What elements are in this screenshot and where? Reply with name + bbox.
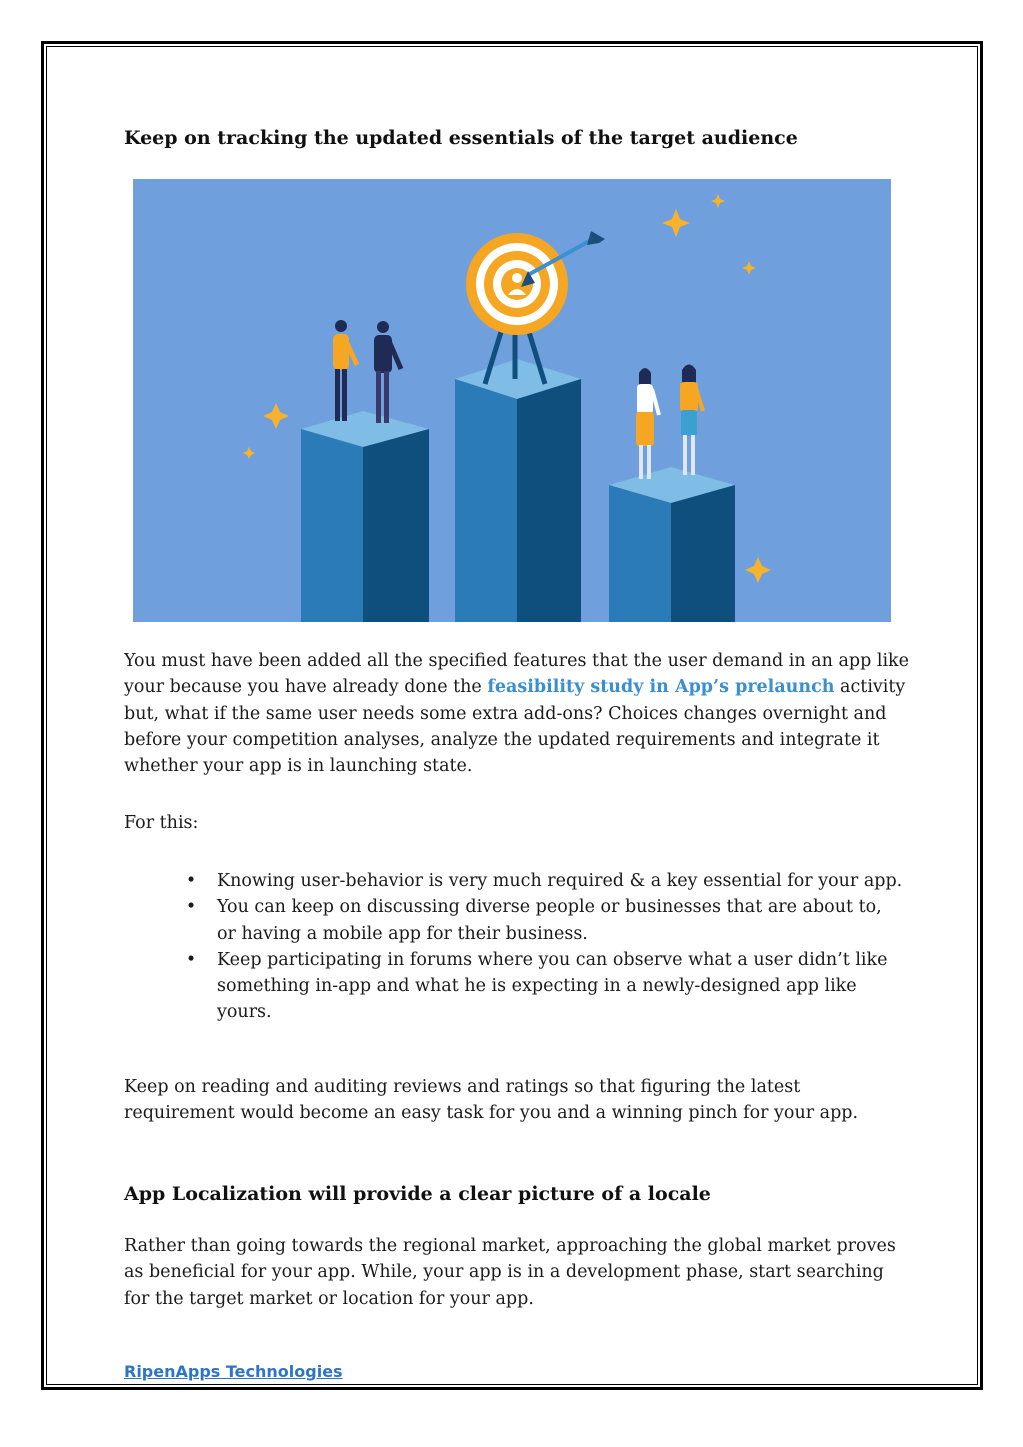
middle-pillar (455, 359, 581, 622)
star-icon (711, 194, 725, 208)
target-board-icon (466, 231, 605, 384)
star-icon (243, 447, 255, 459)
for-this-label: For this: (124, 813, 199, 833)
list-item-text: Knowing user-behavior is very much required & a key essential for your app. (217, 871, 903, 891)
bullet-list (185, 868, 905, 1026)
list-item (185, 894, 905, 947)
list-item-text: You can keep on discussing diverse people or businesses that are about to, or having a mobile app for their business. (217, 897, 882, 944)
list-item (185, 947, 905, 1026)
person-icon-yellow (333, 320, 357, 421)
feasibility-study-link[interactable]: feasibility study in App’s prelaunch (487, 677, 835, 698)
bullet-icon: • (185, 897, 197, 918)
star-icon (745, 557, 771, 583)
list-item-text: Keep participating in forums where you can observe what a user didn’t like something in-app and what he is expecting in a newly-designed app like yours. (217, 949, 888, 1023)
person-icon-woman-white (636, 368, 659, 479)
intro-text-start: You must have been added all the specified features that the user demand in an app like your because you have already done the (124, 651, 910, 698)
left-pillar (301, 411, 429, 622)
hero-illustration (133, 179, 891, 622)
intro-paragraph (124, 648, 914, 779)
star-icon (263, 403, 289, 429)
star-icon (662, 209, 690, 237)
person-icon-navy (374, 321, 401, 423)
target-audience-illustration (133, 179, 891, 622)
list-item (185, 868, 905, 894)
intro-text-end: activity but, what if the same user needs some extra add-ons? Choices changes overnight and before your competition analyses, analyze the updated requirements and integrate it whether your app is in launching state. (124, 677, 906, 777)
star-icon (742, 261, 756, 275)
localization-paragraph: Rather than going towards the regional market, approaching the global market proves as beneficial for your app. While, your app is in a development phase, start searching for the target market or location for your app. (124, 1236, 896, 1309)
footer-company-link[interactable]: RipenApps Technologies (124, 1362, 343, 1381)
bullet-icon: • (185, 949, 197, 970)
right-pillar (609, 467, 735, 622)
bullet-icon: • (185, 871, 197, 891)
heading-target-audience: Keep on tracking the updated essentials of the target audience (124, 127, 798, 149)
reviews-paragraph: Keep on reading and auditing reviews and ratings so that figuring the latest requirement would become an easy task for you and a winning pinch for your app. (124, 1077, 859, 1124)
heading-app-localization: App Localization will provide a clear picture of a locale (124, 1183, 711, 1205)
person-icon-woman-orange (680, 365, 703, 476)
